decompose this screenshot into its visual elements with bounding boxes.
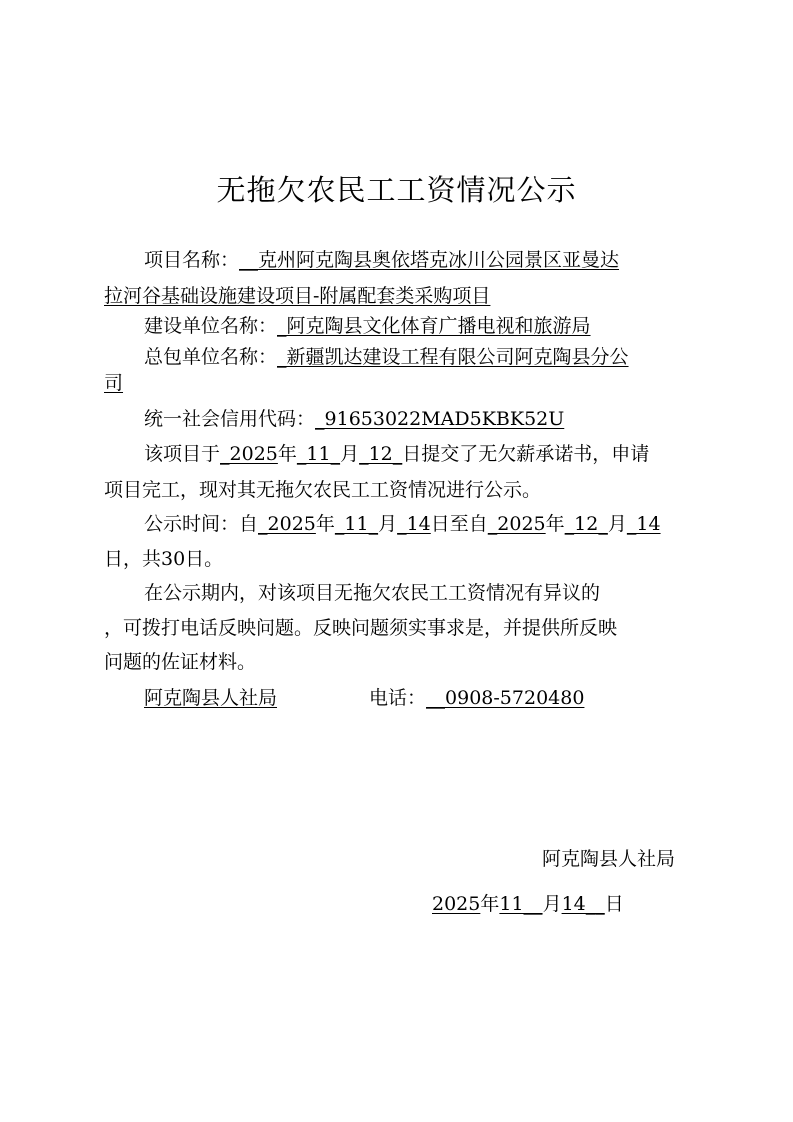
period-end-month: _12_ — [564, 513, 608, 535]
project-name-value: 克州阿克陶县奥依塔克冰川公园景区亚曼达 — [258, 249, 620, 271]
period-text: 年 — [315, 513, 335, 535]
contractor-value: _新疆凯达建设工程有限公司阿克陶县分公 — [277, 346, 629, 368]
signature-text: 日 — [604, 893, 624, 915]
contractor-label: 总包单位名称： — [144, 346, 278, 368]
commitment-row — [104, 440, 744, 468]
objection-row-3: 问题的佐证材料。 — [104, 651, 257, 673]
project-name-row — [104, 246, 744, 274]
project-name-value-cont: 拉河谷基础设施建设项目-附属配套类采购项目 — [104, 285, 491, 307]
commitment-text: 月 — [340, 443, 360, 465]
commitment-day: _12_ — [359, 443, 403, 465]
period-text: 日至自 — [430, 513, 488, 535]
commitment-month: _11_ — [296, 443, 341, 465]
period-text: 年 — [545, 513, 565, 535]
period-end-year: _2025 — [487, 513, 546, 535]
commitment-text: 该项目于 — [144, 443, 221, 465]
signature-text: 月 — [542, 893, 562, 915]
commitment-text: 年 — [277, 443, 297, 465]
objection-row-2: ，可拨打电话反映问题。反映问题须实事求是，并提供所反映 — [104, 617, 618, 639]
phone-label: 电话： — [369, 687, 427, 709]
project-name-row-2 — [104, 282, 704, 310]
period-start-day: _14 — [397, 513, 431, 535]
period-start-month: _11_ — [334, 513, 379, 535]
period-text: 公示时间：自 — [144, 513, 259, 535]
commitment-year: _2025 — [220, 443, 278, 465]
period-text: 月 — [378, 513, 398, 535]
signature-year: 2025 — [432, 893, 481, 915]
builder-value: _阿克陶县文化体育广播电视和旅游局 — [277, 315, 591, 337]
period-end-day: _14 — [626, 513, 661, 535]
signature-month: 11__ — [499, 893, 543, 915]
phone-number[interactable]: __0908-5720480 — [426, 687, 585, 709]
signature-text: 年 — [480, 893, 500, 915]
project-name-label: 项目名称： — [144, 249, 240, 271]
signature-day: 14__ — [561, 893, 605, 915]
signature-date — [432, 890, 624, 918]
contractor-value-cont: 司 — [104, 372, 124, 394]
builder-label: 建设单位名称： — [144, 315, 278, 337]
commitment-row-2: 项目完工，现对其无拖欠农民工工资情况进行公示。 — [104, 479, 542, 501]
project-name-pad: __ — [239, 249, 259, 271]
contractor-row — [104, 343, 744, 371]
page-title: 无拖欠农民工工资情况公示 — [216, 173, 577, 207]
period-start-year: _2025 — [258, 513, 316, 535]
credit-code-value: _91653022MAD5KBK52U — [315, 408, 565, 430]
credit-code-label: 统一社会信用代码： — [144, 408, 316, 430]
contact-row — [104, 684, 744, 712]
period-row-2: 日，共30日。 — [104, 548, 224, 570]
period-row — [104, 510, 744, 538]
signature-org: 阿克陶县人社局 — [542, 848, 676, 870]
contractor-row-2 — [104, 369, 704, 397]
credit-code-row — [104, 405, 744, 433]
period-text: 月 — [607, 513, 627, 535]
objection-row-1: 在公示期内，对该项目无拖欠农民工工资情况有异议的 — [144, 582, 601, 604]
builder-row — [104, 312, 744, 340]
contact-org: 阿克陶县人社局 — [144, 687, 278, 709]
commitment-text: 日提交了无欠薪承诺书，申请 — [402, 443, 650, 465]
